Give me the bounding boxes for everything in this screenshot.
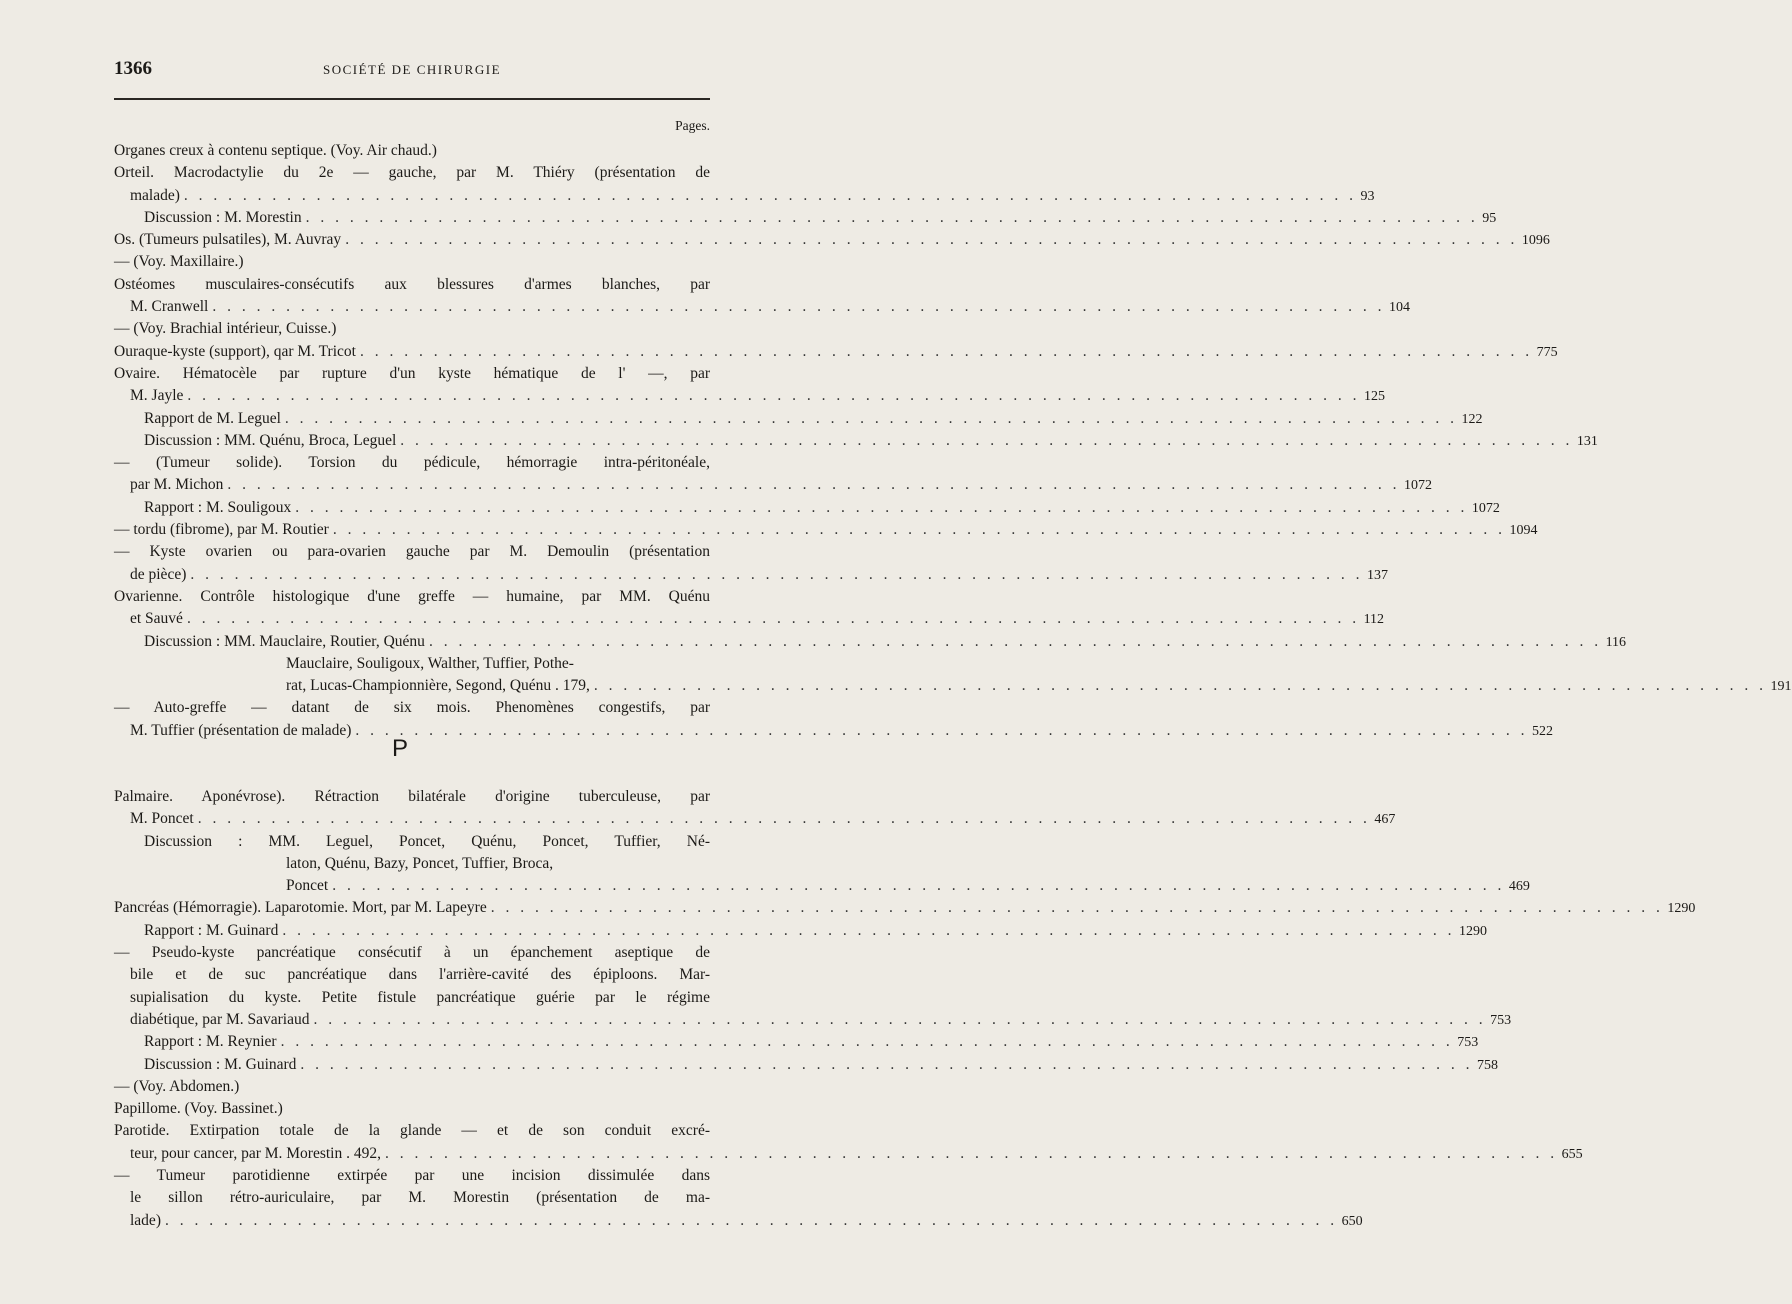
leader-dots: . . . . . . . . . . . . . . . . . . . . . . . . . . . . . . . . . . . . . . . . . . . . . . . . . . . . . . . . . . . . . . . . . . . . . . . . . . . . . . . . (280, 1033, 1454, 1051)
entry-text: — (Tumeur solide). Torsion du pédicule, hémorragie intra-péritonéale, (114, 454, 710, 472)
page-ref: 650 (1341, 1213, 1363, 1229)
leader-dots: . . . . . . . . . . . . . . . . . . . . . . . . . . . . . . . . . . . . . . . . . . . . . . . . . . . . . . . . . . . . . . . . . . . . . . . . . . . . . . . . (385, 1144, 1558, 1162)
leader-dots: . . . . . . . . . . . . . . . . . . . . . . . . . . . . . . . . . . . . . . . . . . . . . . . . . . . . . . . . . . . . . . . . . . . . . . . . . . . . . . . . (212, 298, 1385, 316)
running-title: SOCIÉTÉ DE CHIRURGIE (322, 62, 502, 77)
page-ref: 1094 (1509, 523, 1538, 539)
entry-text: M. Poncet (130, 810, 194, 828)
leader-dots: . . . . . . . . . . . . . . . . . . . . . . . . . . . . . . . . . . . . . . . . . . . . . . . . . . . . . . . . . . . . . . . . . . . . . . . . . . . . . . . . (345, 231, 1518, 249)
leader-dots: . . . . . . . . . . . . . . . . . . . . . . . . . . . . . . . . . . . . . . . . . . . . . . . . . . . . . . . . . . . . . . . . . . . . . . . . . . . . . . . . (593, 677, 1767, 695)
entry-text: Discussion : MM. Quénu, Broca, Leguel (144, 431, 397, 449)
entry-text: bile et de suc pancréatique dans l'arrière-cavité des épiploons. Mar- (130, 966, 710, 984)
entry-text: par M. Michon (130, 476, 224, 494)
pages-column-label: Pages. (675, 118, 710, 133)
leader-dots: . . . . . . . . . . . . . . . . . . . . . . . . . . . . . . . . . . . . . . . . . . . . . . . . . . . . . . . . . . . . . . . . . . . . . . . . . . . . . . . . (428, 632, 1602, 650)
page-ref: 775 (1536, 344, 1558, 360)
index-line (114, 185, 1375, 207)
leader-dots: . . . . . . . . . . . . . . . . . . . . . . . . . . . . . . . . . . . . . . . . . . . . . . . . . . . . . . . . . . . . . . . . . . . . . . . . . . . . . . . . (359, 342, 1533, 360)
page-ref: 1072 (1404, 478, 1433, 494)
leader-dots: . . . . . . . . . . . . . . . . . . . . . . . . . . . . . . . . . . . . . . . . . . . . . . . . . . . . . . . . . . . . . . . . . . . . . . . . . . . . . . . . (187, 387, 1361, 405)
leader-dots: . . . . . . . . . . . . . . . . . . . . . . . . . . . . . . . . . . . . . . . . . . . . . . . . . . . . . . . . . . . . . . . . . . . . . . . . . . . . . . . . (332, 521, 1506, 539)
header-rule (114, 98, 710, 100)
leader-dots: . . . . . . . . . . . . . . . . . . . . . . . . . . . . . . . . . . . . . . . . . . . . . . . . . . . . . . . . . . . . . . . . . . . . . . . . . . . . . . . . (295, 498, 1468, 516)
entry-text: lade) (130, 1211, 161, 1229)
leader-dots: . . . . . . . . . . . . . . . . . . . . . . . . . . . . . . . . . . . . . . . . . . . . . . . . . . . . . . . . . . . . . . . . . . . . . . . . . . . . . . . . (227, 476, 1401, 494)
entry-text: de pièce) (130, 565, 187, 583)
entry-text: Papillome. (Voy. Bassinet.) (114, 1100, 283, 1118)
index-line (114, 853, 710, 875)
entry-text: M. Cranwell (130, 298, 209, 316)
leader-dots: . . . . . . . . . . . . . . . . . . . . . . . . . . . . . . . . . . . . . . . . . . . . . . . . . . . . . . . . . . . . . . . . . . . . . . . . . . . . . . . . (164, 1211, 1338, 1229)
index-line (114, 1009, 1512, 1031)
entry-text: — (Voy. Abdomen.) (114, 1077, 240, 1095)
entry-text: Rapport de M. Leguel (144, 409, 281, 427)
index-line (114, 1120, 710, 1142)
leader-dots: . . . . . . . . . . . . . . . . . . . . . . . . . . . . . . . . . . . . . . . . . . . . . . . . . . . . . . . . . . . . . . . . . . . . . . . . . . . . . . . . (197, 810, 1371, 828)
leader-dots: . . . . . . . . . . . . . . . . . . . . . . . . . . . . . . . . . . . . . . . . . . . . . . . . . . . . . . . . . . . . . . . . . . . . . . . . . . . . . . . . (305, 208, 1479, 226)
page-header (114, 58, 710, 88)
entry-text: Discussion : M. Guinard (144, 1055, 297, 1073)
index-line (114, 1210, 1363, 1232)
index-line (114, 1054, 1499, 1076)
page-ref: 137 (1367, 567, 1388, 583)
leader-dots: . . . . . . . . . . . . . . . . . . . . . . . . . . . . . . . . . . . . . . . . . . . . . . . . . . . . . . . . . . . . . . . . . . . . . . . . . . . . . . . . (332, 877, 1505, 895)
index-line (114, 564, 1388, 586)
page-number: 1366 (114, 58, 152, 79)
page-ref: 112 (1363, 612, 1385, 628)
index-line (114, 653, 710, 675)
page-ref: 1290 (1667, 901, 1696, 917)
index-line (114, 341, 1558, 363)
entry-text: Ouraque-kyste (support), qar M. Tricot (114, 342, 356, 360)
entry-text: Mauclaire, Souligoux, Walther, Tuffier, Pothe- (286, 654, 574, 672)
index-line (114, 675, 1792, 697)
entry-text: Pancréas (Hémorragie). Laparotomie. Mort, par M. Lapeyre (114, 899, 487, 917)
entry-text: Rapport : M. Guinard (144, 921, 279, 939)
page-ref: 522 (1532, 723, 1554, 739)
entry-text: malade) (130, 186, 180, 204)
entry-text: rat, Lucas-Championnière, Segond, Quénu . 179, (286, 677, 590, 695)
entry-text: Palmaire. Aponévrose). Rétraction bilatérale d'origine tuberculeuse, par (114, 788, 710, 805)
page-ref: 1072 (1471, 500, 1500, 516)
index-line (114, 942, 710, 964)
leader-dots: . . . . . . . . . . . . . . . . . . . . . . . . . . . . . . . . . . . . . . . . . . . . . . . . . . . . . . . . . . . . . . . . . . . . . . . . . . . . . . . . (282, 921, 1455, 939)
leader-dots: . . . . . . . . . . . . . . . . . . . . . . . . . . . . . . . . . . . . . . . . . . . . . . . . . . . . . . . . . . . . . . . . . . . . . . . . . . . . . . . . (355, 721, 1529, 739)
index-entries-o (114, 140, 1792, 742)
page-ref: 125 (1364, 389, 1386, 405)
index-line (114, 1187, 710, 1209)
entry-text: — (Voy. Maxillaire.) (114, 253, 244, 271)
index-line (114, 363, 710, 385)
index-line (114, 1143, 1583, 1165)
entry-text: teur, pour cancer, par M. Morestin . 492, (130, 1144, 381, 1162)
leader-dots: . . . . . . . . . . . . . . . . . . . . . . . . . . . . . . . . . . . . . . . . . . . . . . . . . . . . . . . . . . . . . . . . . . . . . . . . . . . . . . . . (400, 431, 1573, 449)
index-line (114, 631, 1627, 653)
index-entries-p (114, 786, 1696, 1232)
index-line (114, 875, 1530, 897)
entry-text: M. Tuffier (présentation de malade) (130, 721, 352, 739)
leader-dots: . . . . . . . . . . . . . . . . . . . . . . . . . . . . . . . . . . . . . . . . . . . . . . . . . . . . . . . . . . . . . . . . . . . . . . . . . . . . . . . . (186, 610, 1360, 628)
index-line (114, 586, 710, 608)
entry-text: le sillon rétro-auriculaire, par M. Morestin (présentation de ma- (130, 1189, 710, 1207)
leader-dots: . . . . . . . . . . . . . . . . . . . . . . . . . . . . . . . . . . . . . . . . . . . . . . . . . . . . . . . . . . . . . . . . . . . . . . . . . . . . . . . . (300, 1055, 1474, 1073)
entry-text: — Pseudo-kyste pancréatique consécutif à un épanchement aseptique de (114, 944, 710, 962)
page-ref: 122 (1461, 411, 1483, 427)
index-line (114, 474, 1433, 496)
entry-text: — Auto-greffe — datant de six mois. Phenomènes congestifs, par (114, 699, 710, 717)
entry-text: — (Voy. Brachial intérieur, Cuisse.) (114, 320, 337, 338)
index-line (114, 385, 1386, 407)
entry-text: Rapport : M. Reynier (144, 1033, 277, 1051)
index-line (114, 296, 1410, 318)
leader-dots: . . . . . . . . . . . . . . . . . . . . . . . . . . . . . . . . . . . . . . . . . . . . . . . . . . . . . . . . . . . . . . . . . . . . . . . . . . . . . . . . (313, 1010, 1487, 1028)
index-line (114, 1098, 710, 1120)
page-ref: 95 (1482, 210, 1497, 226)
entry-text: — tordu (fibrome), par M. Routier (114, 521, 329, 539)
page-ref: 753 (1457, 1035, 1479, 1051)
index-line (114, 987, 710, 1009)
index-line (114, 318, 710, 340)
index-line (114, 608, 1385, 630)
index-line (114, 897, 1696, 919)
leader-dots: . . . . . . . . . . . . . . . . . . . . . . . . . . . . . . . . . . . . . . . . . . . . . . . . . . . . . . . . . . . . . . . . . . . . . . . . . . . . . . . . (183, 186, 1357, 204)
index-line (114, 697, 710, 719)
index-line (114, 964, 710, 986)
entry-text: Ovaire. Hématocèle par rupture d'un kyste hématique de l' —, par (114, 364, 710, 382)
page-ref: 104 (1388, 300, 1410, 316)
page-ref: 655 (1561, 1146, 1583, 1162)
index-line (114, 229, 1550, 251)
index-line (114, 920, 1487, 942)
page-ref: 191 (1770, 679, 1792, 695)
entry-text: M. Jayle (130, 387, 184, 405)
index-line (114, 808, 1396, 830)
entry-text: Orteil. Macrodactylie du 2e — gauche, par M. Thiéry (présentation de (114, 164, 710, 182)
page-ref: 131 (1576, 433, 1598, 449)
index-line (114, 408, 1483, 430)
page-ref: 1096 (1521, 233, 1550, 249)
index-line (114, 430, 1598, 452)
leader-dots: . . . . . . . . . . . . . . . . . . . . . . . . . . . . . . . . . . . . . . . . . . . . . . . . . . . . . . . . . . . . . . . . . . . . . . . . . . . . . . . . (490, 899, 1664, 917)
index-line (114, 251, 710, 273)
entry-text: supialisation du kyste. Petite fistule pancréatique guérie par le régime (130, 988, 710, 1006)
index-line (114, 274, 710, 296)
index-line (114, 541, 710, 563)
entry-text: diabétique, par M. Savariaud (130, 1010, 310, 1028)
page-ref: 1290 (1458, 923, 1487, 939)
entry-text: Parotide. Extirpation totale de la glande — et de son conduit excré- (114, 1122, 710, 1140)
index-line (114, 786, 710, 808)
index-line (114, 831, 710, 853)
page-ref: 116 (1605, 634, 1627, 650)
index-line (114, 452, 710, 474)
index-line (114, 497, 1500, 519)
page-ref: 753 (1490, 1012, 1512, 1028)
index-line (114, 519, 1538, 541)
index-line (114, 162, 710, 184)
entry-text: Ostéomes musculaires-consécutifs aux blessures d'armes blanches, par (114, 275, 710, 293)
entry-text: laton, Quénu, Bazy, Poncet, Tuffier, Broca, (286, 854, 554, 872)
entry-text: Organes creux à contenu septique. (Voy. Air chaud.) (114, 142, 437, 159)
entry-text: Discussion : MM. Leguel, Poncet, Quénu, Poncet, Tuffier, Né- (144, 832, 710, 850)
entry-text: Rapport : M. Souligoux (144, 498, 292, 516)
page-ref: 467 (1374, 812, 1396, 828)
entry-text: Os. (Tumeurs pulsatiles), M. Auvray (114, 231, 342, 249)
page-ref: 93 (1360, 188, 1375, 204)
entry-text: Discussion : M. Morestin (144, 208, 302, 226)
page-ref: 469 (1508, 879, 1530, 895)
section-letter: P (391, 735, 408, 762)
page-ref: 758 (1477, 1057, 1499, 1073)
index-line (114, 140, 710, 162)
entry-text: — Kyste ovarien ou para-ovarien gauche par M. Demoulin (présentation (114, 543, 710, 561)
entry-text: — Tumeur parotidienne extirpée par une incision dissimulée dans (114, 1167, 710, 1185)
entry-text: et Sauvé (130, 610, 183, 628)
index-line (114, 1165, 710, 1187)
index-line (114, 1076, 710, 1098)
index-line (114, 207, 1497, 229)
leader-dots: . . . . . . . . . . . . . . . . . . . . . . . . . . . . . . . . . . . . . . . . . . . . . . . . . . . . . . . . . . . . . . . . . . . . . . . . . . . . . . . . (190, 565, 1363, 583)
leader-dots: . . . . . . . . . . . . . . . . . . . . . . . . . . . . . . . . . . . . . . . . . . . . . . . . . . . . . . . . . . . . . . . . . . . . . . . . . . . . . . . . (284, 409, 1458, 427)
entry-text: Poncet (286, 877, 329, 895)
index-line (114, 1031, 1479, 1053)
entry-text: Ovarienne. Contrôle histologique d'une greffe — humaine, par MM. Quénu (114, 587, 710, 605)
entry-text: Discussion : MM. Mauclaire, Routier, Quénu (144, 632, 425, 650)
